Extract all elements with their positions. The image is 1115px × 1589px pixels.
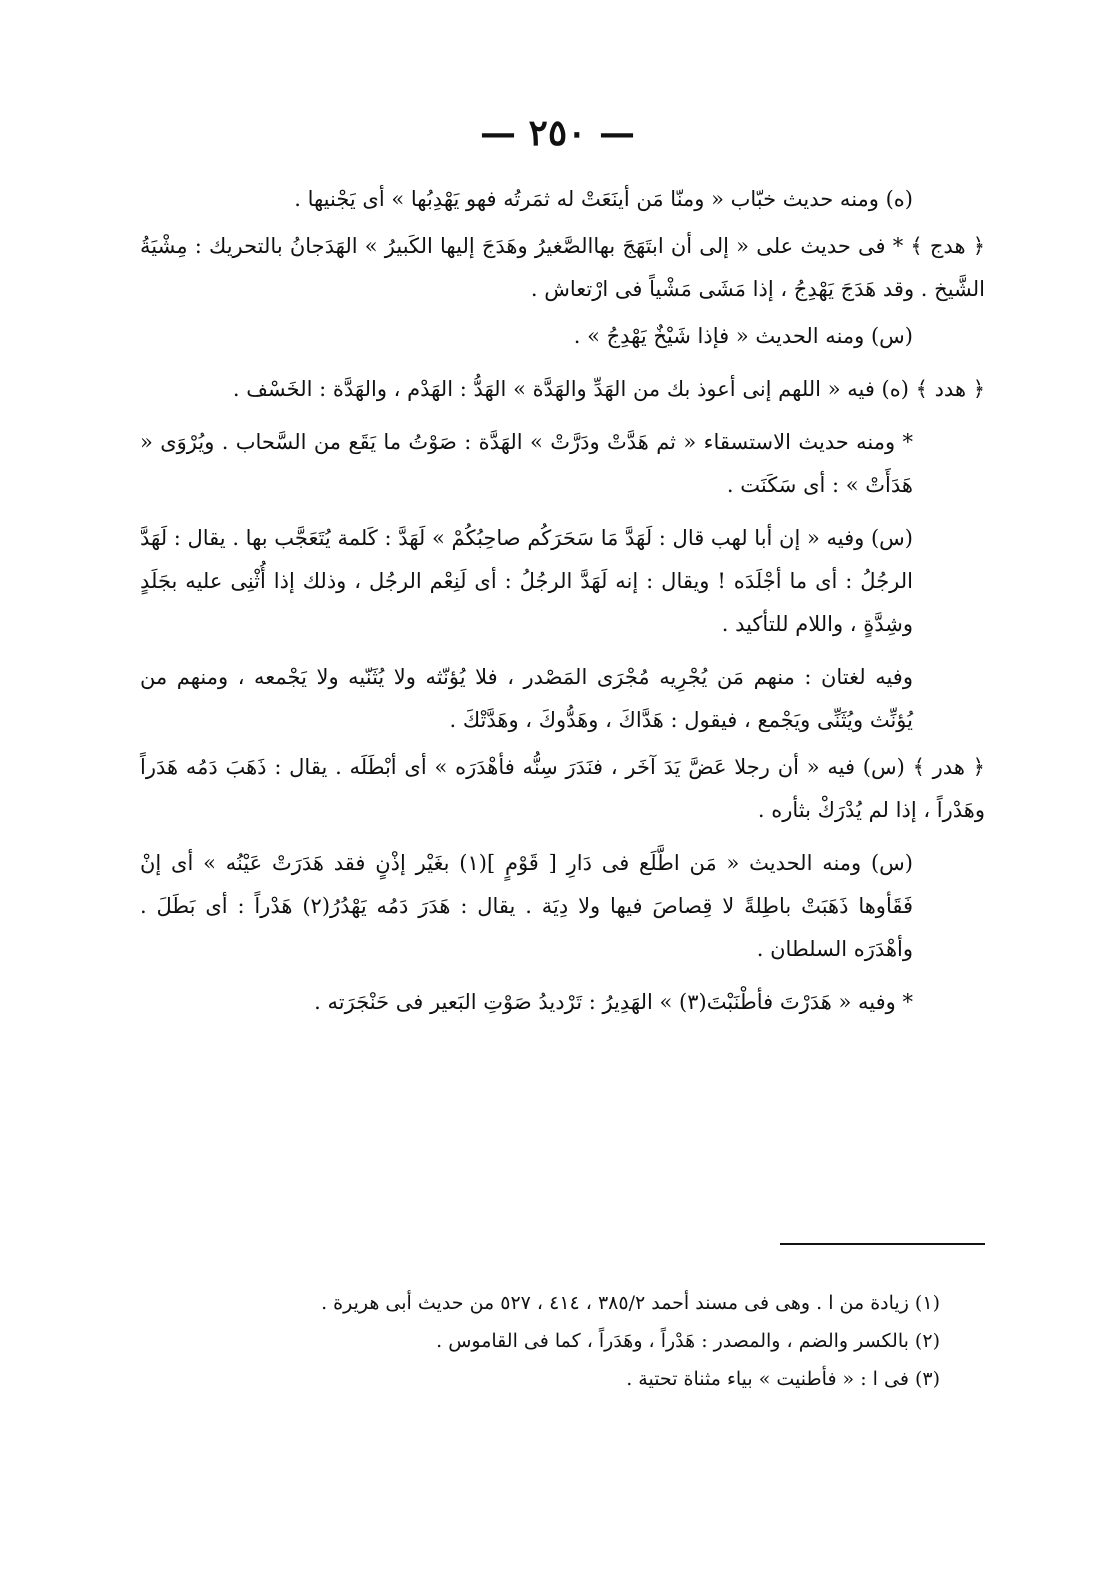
entry-hdj-hadith: (س) ومنه الحديث « فإذا شَيْخٌ يَهْدِجُ » . xyxy=(573,324,913,348)
entry-hadith-khabbab: (ه) ومنه حديث خبّاب « ومنّا مَن أينَعَتْ له ثمَرتُه فهو يَهْدِبُها » أى يَجْنيها . xyxy=(294,187,913,211)
footnote-divider xyxy=(780,1243,985,1245)
entry-two-dialects: وفيه لغتان : منهم مَن يُجْرِيه مُجْرَى المَصْدر ، فلا يُؤنّثه ولا يُثَنّيه ولا يَجْمعه ، ومنهم من يُؤنِّث ويُثَنِّى ويَجْمع ، فيقول : هَدَّاكَ ، وهَدُّوكَ ، وهَدَّتْكَ . xyxy=(140,665,913,732)
entry-hdr: ﴿ هدر ﴾ (س) فيه « أن رجلا عَضَّ يَدَ آخَر ، فنَدَرَ سِنُّه فأهْدَرَه » أى أبْطَلَه . يقال : ذَهَبَ دَمُه هَدَراً وهَدْراً ، إذا لم يُدْرَكْ بثأره . xyxy=(140,755,985,822)
footnotes xyxy=(200,1284,940,1398)
entry-hadir: * وفيه « هَدَرْتَ فأطْنَبْتَ(٣) » الهَدِيرُ : تَرْديدُ صَوْتِ البَعير فى حَنْجَرَته . xyxy=(314,990,913,1014)
entry-istisqa: * ومنه حديث الاستسقاء « ثم هَدَّتْ ودَرَّتْ » الهَدَّة : صَوْتُ ما يَقَع من السَّحاب . ويُرْوَى « هَدَأَتْ » : أى سَكَنَت . xyxy=(140,430,913,497)
footnote-2: (٢) بالكسر والضم ، والمصدر : هَدْراً ، وهَدَراً ، كما فى القاموس . xyxy=(436,1330,940,1352)
footnote-1: (١) زيادة من ا . وهى فى مسند أحمد ٣٨٥/٢ ، ٤١٤ ، ٥٢٧ من حديث أبى هريرة . xyxy=(321,1292,940,1314)
footnote-3: (٣) فى ا : « فأطنيت » بياء مثناة تحتية . xyxy=(626,1368,940,1390)
page-number: — ٢٥٠ — xyxy=(479,112,636,154)
entry-hdj: ﴿ هدج ﴾ * فى حديث على « إلى أن ابتَهَجَ بهاالصَّغيرُ وهَدَجَ إليها الكَبيرُ » الهَدَجانُ بالتحريك : مِشْيَةُ الشَّيخ . وقد هَدَجَ يَهْدِجُ ، إذا مَشَى مَشْياً فى ارْتعاش . xyxy=(140,234,985,301)
entry-hdd: ﴿ هدد ﴾ (ه) فيه « اللهم إنى أعوذ بك من الهَدِّ والهَدَّة » الهَدُّ : الهَدْم ، والهَدَّة : الخَسْف . xyxy=(232,377,985,401)
entry-abu-lahab: (س) وفيه « إن أبا لهب قال : لَهَدَّ مَا سَحَرَكُم صاحِبُكُمْ » لَهَدَّ : كَلمة يُتَعَجَّب بها . يقال : لَهَدَّ الرجُلُ : أى ما أجْلَدَه ! ويقال : إنه لَهَدَّ الرجُلُ : أى لَنِعْم الرجُل ، وذلك إذا أُثْنِى عليه بجَلَدٍ وشِدَّةٍ ، واللام للتأكيد . xyxy=(140,526,913,636)
dictionary-body xyxy=(140,178,985,1028)
entry-hdr-hadith: (س) ومنه الحديث « مَن اطَّلَع فى دَارِ [ قَوْمٍ ](١) بغَيْر إذْنٍ فقد هَدَرَتْ عَيْنُه » أى إنْ فَقَأوها ذَهَبَتْ باطِلةً لا قِصاصَ فيها ولا دِيَة . يقال : هَدَرَ دَمُه يَهْدُرُ(٢) هَدْراً : أى بَطَلَ . وأهْدَرَه السلطان . xyxy=(140,851,913,961)
